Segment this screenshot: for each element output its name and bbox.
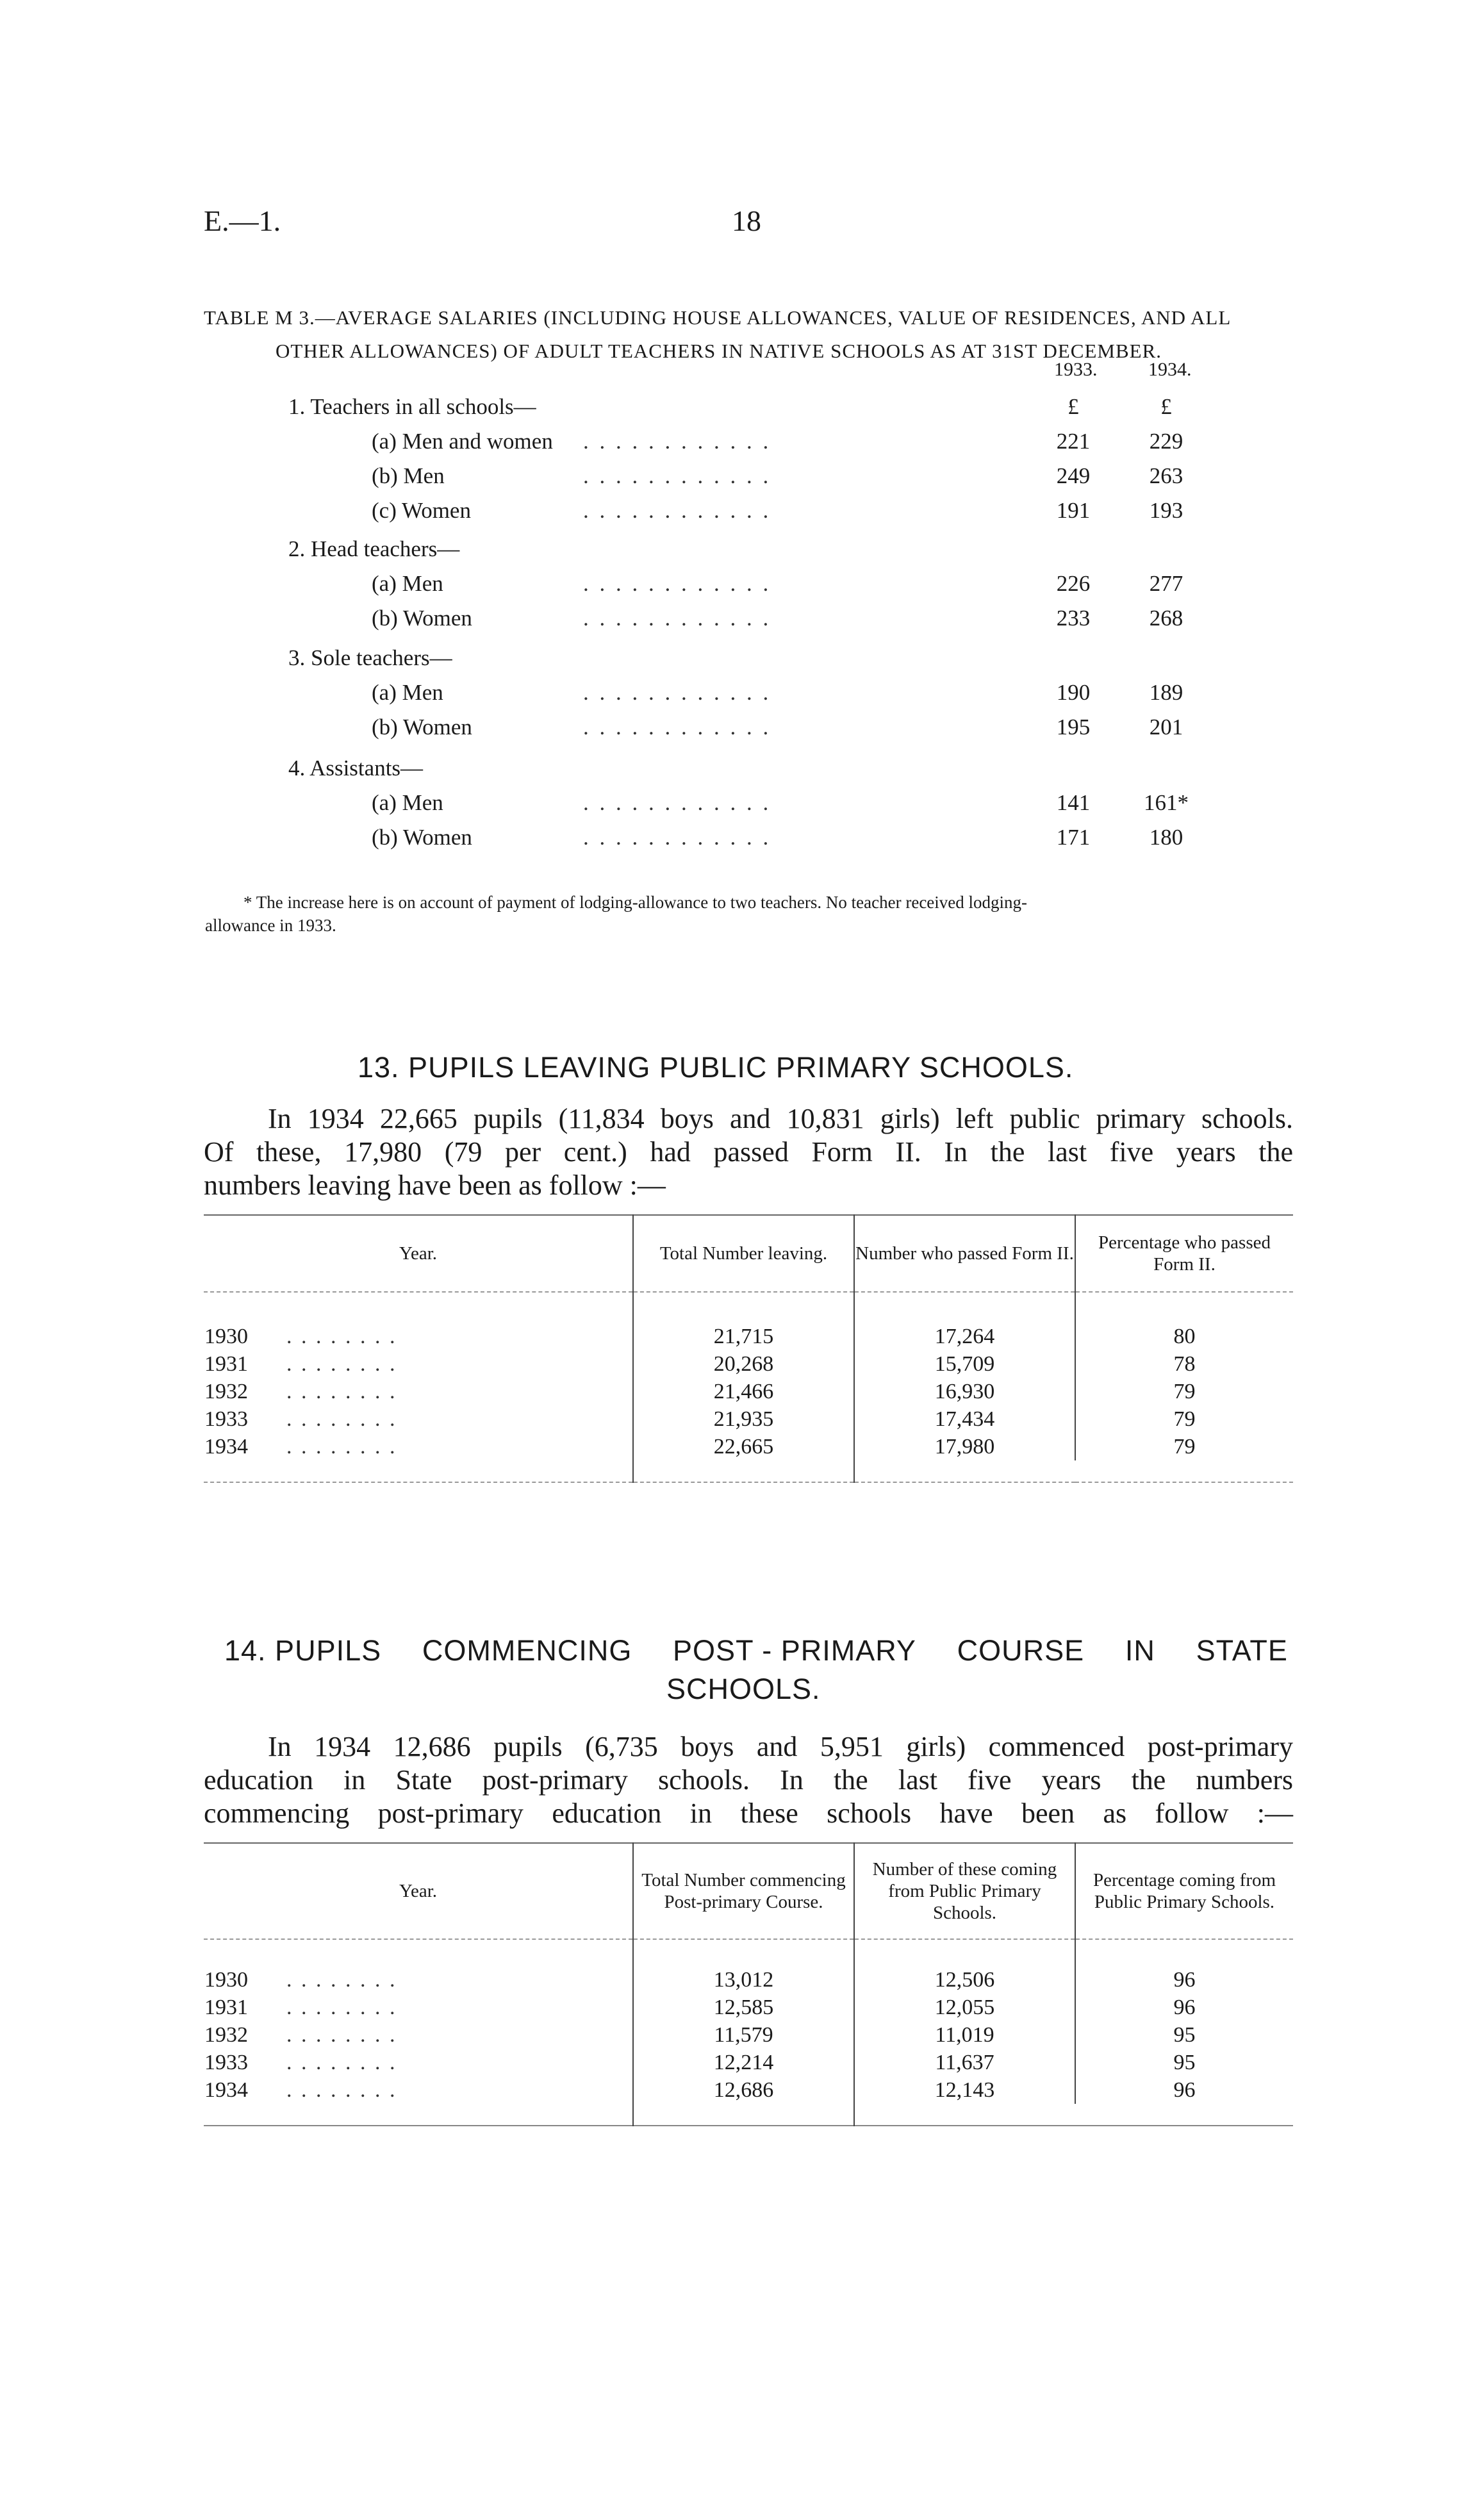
paragraph-line: commencing post-primary education in these schools have been as follow :— bbox=[204, 1798, 1293, 1829]
passed-cell: 17,264 bbox=[854, 1323, 1075, 1350]
total-cell: 21,715 bbox=[633, 1323, 854, 1350]
table-row bbox=[204, 1994, 1293, 2021]
group-heading: 2. Head teachers— bbox=[288, 536, 460, 561]
total-cell: 13,012 bbox=[633, 1966, 854, 1994]
leader-dots: . . . . . . . . . . . . bbox=[583, 606, 771, 631]
year-cell bbox=[204, 1994, 633, 2021]
year: 1933 bbox=[204, 1407, 248, 1431]
table-header-row bbox=[204, 1215, 1293, 1292]
unit-1934: £ bbox=[1160, 394, 1172, 419]
total-cell: 21,935 bbox=[633, 1405, 854, 1433]
caption-line: OTHER ALLOWANCES) OF ADULT TEACHERS IN NATIVE SCHOOLS AS AT 31ST DECEMBER. bbox=[276, 340, 1162, 362]
value-1933: 249 bbox=[1056, 463, 1091, 488]
row-label: (a) Men bbox=[372, 790, 443, 815]
column-header-from-public: Number of these coming from Public Primary Schools. bbox=[854, 1843, 1075, 1939]
footnote-line: allowance in 1933. bbox=[205, 916, 336, 935]
column-header-year: Year. bbox=[399, 1881, 438, 1901]
value-1934: 277 bbox=[1149, 571, 1183, 596]
passed-cell: 15,709 bbox=[854, 1350, 1075, 1378]
from-public-cell: 12,055 bbox=[854, 1994, 1075, 2021]
leader-dots: . . . . . . . . bbox=[286, 1968, 397, 1992]
column-year-1934: 1934. bbox=[1148, 359, 1192, 380]
percentage-cell: 79 bbox=[1075, 1378, 1293, 1405]
total-cell: 12,214 bbox=[633, 2049, 854, 2076]
leader-dots: . . . . . . . . . . . . bbox=[583, 498, 771, 523]
table-row bbox=[204, 2076, 1293, 2104]
leader-dots: . . . . . . . . bbox=[286, 1325, 397, 1348]
value-1933: 190 bbox=[1056, 680, 1091, 705]
value-1934: 268 bbox=[1149, 606, 1183, 631]
row-label: (b) Women bbox=[372, 825, 472, 850]
year: 1932 bbox=[204, 2023, 248, 2047]
value-1934: 189 bbox=[1149, 680, 1183, 705]
percentage-cell: 79 bbox=[1075, 1405, 1293, 1433]
table-row bbox=[204, 2049, 1293, 2076]
year: 1930 bbox=[204, 1968, 248, 1992]
leader-dots: . . . . . . . . bbox=[286, 1380, 397, 1403]
row-label: (b) Women bbox=[372, 715, 472, 740]
table-row bbox=[372, 566, 771, 601]
section-13-paragraph bbox=[204, 1102, 1293, 1202]
table-row bbox=[372, 459, 771, 493]
leader-dots: . . . . . . . . bbox=[286, 2078, 397, 2102]
table-row bbox=[204, 1966, 1293, 1994]
title-word: IN bbox=[1125, 1634, 1155, 1667]
year-cell bbox=[204, 2049, 633, 2076]
value-1934: 161* bbox=[1144, 790, 1189, 815]
leader-dots: . . . . . . . . . . . . bbox=[583, 715, 771, 740]
spacer-row bbox=[204, 2104, 1293, 2126]
table-row bbox=[204, 1378, 1293, 1405]
leader-dots: . . . . . . . . . . . . bbox=[583, 571, 771, 596]
value-1933: 195 bbox=[1056, 715, 1091, 740]
row-label: (a) Men and women bbox=[372, 429, 553, 454]
table-row bbox=[372, 710, 771, 745]
table-m3-caption bbox=[204, 301, 1293, 368]
leader-dots: . . . . . . . . bbox=[286, 1996, 397, 2019]
group-heading: 1. Teachers in all schools— bbox=[288, 394, 536, 419]
percentage-cell: 95 bbox=[1075, 2049, 1293, 2076]
year: 1934 bbox=[204, 2078, 248, 2102]
title-word: STATE bbox=[1196, 1634, 1288, 1667]
spacer-row bbox=[204, 1939, 1293, 1966]
leader-dots: . . . . . . . . . . . . bbox=[583, 429, 771, 454]
section-14-title-line2: SCHOOLS. bbox=[666, 1673, 821, 1705]
paragraph-line: In 1934 22,665 pupils (11,834 boys and 10,831 girls) left public primary schools. bbox=[268, 1103, 1293, 1134]
table-row bbox=[372, 786, 771, 820]
post-primary-table bbox=[204, 1842, 1293, 2126]
year-cell bbox=[204, 1966, 633, 1994]
year-cell bbox=[204, 1323, 633, 1350]
section-13-title: 13. PUPILS LEAVING PUBLIC PRIMARY SCHOOLS. bbox=[358, 1051, 1074, 1084]
table-row bbox=[204, 1433, 1293, 1460]
paragraph-line: Of these, 17,980 (79 per cent.) had passed Form II. In the last five years the bbox=[204, 1136, 1293, 1168]
table-row bbox=[204, 1405, 1293, 1433]
row-label: (a) Men bbox=[372, 680, 443, 705]
from-public-cell: 12,143 bbox=[854, 2076, 1075, 2104]
row-label: (b) Men bbox=[372, 463, 445, 488]
year: 1931 bbox=[204, 1996, 248, 2019]
passed-cell: 17,434 bbox=[854, 1405, 1075, 1433]
table-row bbox=[204, 1323, 1293, 1350]
total-cell: 12,686 bbox=[633, 2076, 854, 2104]
percentage-cell: 96 bbox=[1075, 1994, 1293, 2021]
title-word: 14. PUPILS bbox=[224, 1634, 382, 1667]
leader-dots: . . . . . . . . bbox=[286, 2051, 397, 2074]
paragraph-line: education in State post-primary schools. In the last five years the numbers bbox=[204, 1764, 1293, 1796]
leader-dots: . . . . . . . . . . . . bbox=[583, 680, 771, 705]
footnote bbox=[205, 891, 1294, 937]
leader-dots: . . . . . . . . bbox=[286, 1407, 397, 1431]
leader-dots: . . . . . . . . bbox=[286, 1352, 397, 1376]
value-1933: 226 bbox=[1056, 571, 1091, 596]
value-1933: 221 bbox=[1056, 429, 1091, 454]
unit-1933: £ bbox=[1068, 394, 1079, 419]
year-cell bbox=[204, 2021, 633, 2049]
percentage-cell: 80 bbox=[1075, 1323, 1293, 1350]
spacer-row bbox=[204, 1292, 1293, 1323]
value-1933: 171 bbox=[1056, 825, 1091, 850]
column-header-total: Total Number leaving. bbox=[633, 1215, 854, 1292]
passed-cell: 16,930 bbox=[854, 1378, 1075, 1405]
leader-dots: . . . . . . . . . . . . bbox=[583, 825, 771, 850]
leader-dots: . . . . . . . . bbox=[286, 1435, 397, 1459]
leader-dots: . . . . . . . . bbox=[286, 2023, 397, 2047]
from-public-cell: 12,506 bbox=[854, 1966, 1075, 1994]
from-public-cell: 11,019 bbox=[854, 2021, 1075, 2049]
footnote-line: * The increase here is on account of payment of lodging-allowance to two teachers. No teacher received lodging- bbox=[243, 893, 1028, 912]
title-word: POST - PRIMARY bbox=[673, 1634, 916, 1667]
year: 1932 bbox=[204, 1380, 248, 1403]
year: 1931 bbox=[204, 1352, 248, 1376]
column-header-total: Total Number commencing Post-primary Course. bbox=[633, 1843, 854, 1939]
group-heading: 3. Sole teachers— bbox=[288, 645, 452, 670]
passed-cell: 17,980 bbox=[854, 1433, 1075, 1460]
column-header-percentage: Percentage coming from Public Primary Schools. bbox=[1075, 1843, 1293, 1939]
leader-dots: . . . . . . . . . . . . bbox=[583, 790, 771, 815]
year: 1934 bbox=[204, 1435, 248, 1459]
row-label: (b) Women bbox=[372, 606, 472, 631]
value-1933: 233 bbox=[1056, 606, 1091, 631]
table-row bbox=[372, 820, 771, 855]
table-m3 bbox=[288, 359, 1282, 872]
section-14-paragraph bbox=[204, 1730, 1293, 1830]
table-row bbox=[372, 675, 771, 710]
title-word: COMMENCING bbox=[422, 1634, 632, 1667]
section-14-title bbox=[224, 1634, 1288, 1667]
column-header-passed: Number who passed Form II. bbox=[854, 1215, 1075, 1292]
group-heading: 4. Assistants— bbox=[288, 756, 424, 781]
year-cell bbox=[204, 1405, 633, 1433]
value-1934: 180 bbox=[1149, 825, 1183, 850]
column-year-1933: 1933. bbox=[1054, 359, 1098, 380]
percentage-cell: 96 bbox=[1075, 2076, 1293, 2104]
spacer-row bbox=[204, 1460, 1293, 1482]
percentage-cell: 96 bbox=[1075, 1966, 1293, 1994]
total-cell: 22,665 bbox=[633, 1433, 854, 1460]
caption-line: TABLE M 3.—AVERAGE SALARIES (INCLUDING HOUSE ALLOWANCES, VALUE OF RESIDENCES, AND ALL bbox=[204, 306, 1232, 329]
table-header-row bbox=[204, 1843, 1293, 1939]
total-cell: 12,585 bbox=[633, 1994, 854, 2021]
total-cell: 21,466 bbox=[633, 1378, 854, 1405]
leader-dots: . . . . . . . . . . . . bbox=[583, 463, 771, 488]
paragraph-line: numbers leaving have been as follow :— bbox=[204, 1170, 666, 1201]
value-1934: 193 bbox=[1149, 498, 1183, 523]
total-cell: 20,268 bbox=[633, 1350, 854, 1378]
percentage-cell: 78 bbox=[1075, 1350, 1293, 1378]
value-1933: 141 bbox=[1056, 790, 1091, 815]
table-row bbox=[204, 2021, 1293, 2049]
table-row bbox=[204, 1350, 1293, 1378]
percentage-cell: 95 bbox=[1075, 2021, 1293, 2049]
total-cell: 11,579 bbox=[633, 2021, 854, 2049]
year: 1933 bbox=[204, 2051, 248, 2074]
year-cell bbox=[204, 2076, 633, 2104]
value-1934: 201 bbox=[1149, 715, 1183, 740]
title-word: COURSE bbox=[957, 1634, 1085, 1667]
year: 1930 bbox=[204, 1325, 248, 1348]
year-cell bbox=[204, 1433, 633, 1460]
year-cell bbox=[204, 1378, 633, 1405]
page-number: 18 bbox=[732, 204, 761, 237]
value-1934: 229 bbox=[1149, 429, 1183, 454]
row-label: (c) Women bbox=[372, 498, 471, 523]
column-header-year: Year. bbox=[399, 1243, 438, 1264]
row-label: (a) Men bbox=[372, 571, 443, 596]
document-reference: E.—1. bbox=[204, 204, 281, 237]
percentage-cell: 79 bbox=[1075, 1433, 1293, 1460]
table-row bbox=[372, 493, 771, 528]
from-public-cell: 11,637 bbox=[854, 2049, 1075, 2076]
paragraph-line: In 1934 12,686 pupils (6,735 boys and 5,951 girls) commenced post-primary bbox=[268, 1731, 1293, 1762]
value-1934: 263 bbox=[1149, 463, 1183, 488]
pupils-leaving-table bbox=[204, 1214, 1293, 1483]
column-header-percentage: Percentage who passed Form II. bbox=[1075, 1215, 1293, 1292]
value-1933: 191 bbox=[1056, 498, 1091, 523]
table-row bbox=[372, 424, 771, 459]
year-cell bbox=[204, 1350, 633, 1378]
table-row bbox=[372, 601, 771, 636]
